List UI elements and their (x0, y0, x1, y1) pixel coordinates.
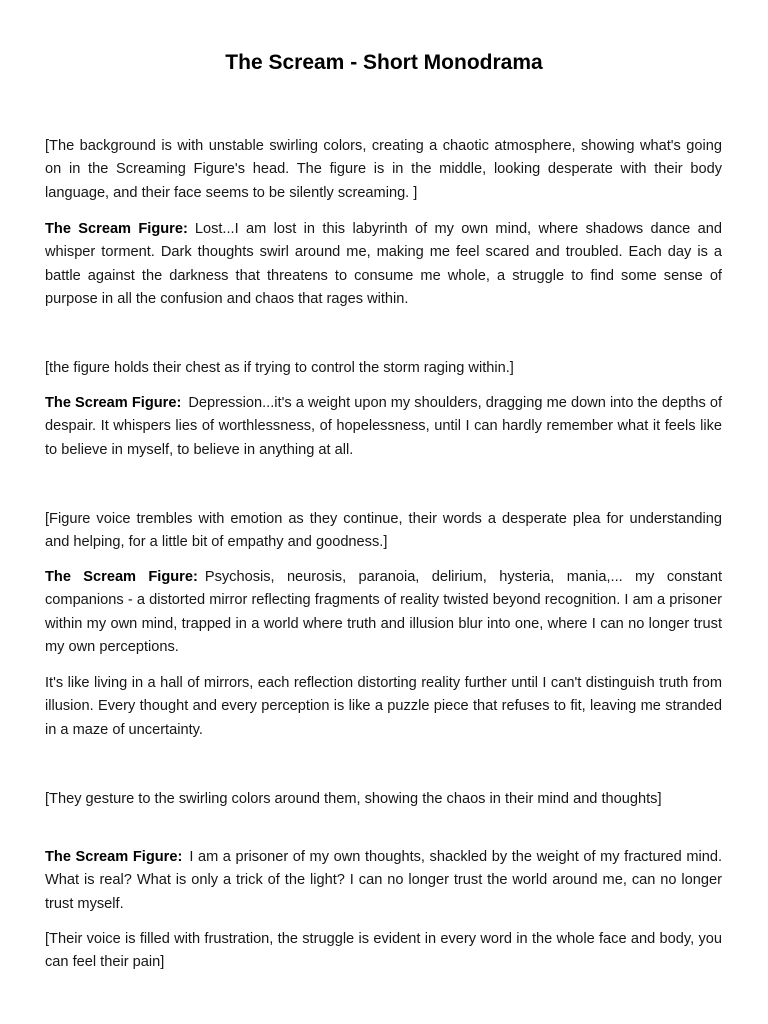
dialogue-text: Depression...it's a weight upon my shoulders, dragging me down into the depths of despair. It whispers lies of worthlessness, of hopelessness, until I can hardly remember what it feels like to believe in myself, to believe in anything at all. (45, 395, 722, 458)
speaker-label: The Scream Figure: (45, 849, 183, 865)
speaker-label: The Scream Figure: (45, 395, 182, 411)
stage-direction (45, 508, 722, 555)
stage-direction (45, 788, 722, 811)
dialogue-paragraph (45, 846, 722, 916)
stage-direction (45, 357, 722, 380)
speaker-label: The Scream Figure: (45, 569, 198, 585)
stage-direction (45, 928, 722, 975)
dialogue-text: Psychosis, neurosis, paranoia, delirium, hysteria, mania,... my constant companions - a distorted mirror reflecting fragments of reality twisted beyond recognition. I am a prisoner within my own mind, trapped in a world where truth and illusion blur into one, where I can no longer trust my own perceptions. (45, 569, 722, 656)
dialogue-paragraph (45, 566, 722, 660)
stage-direction-text: [Their voice is filled with frustration, the struggle is evident in every word in the whole face and body, you can feel their pain] (45, 931, 722, 971)
stage-direction-text: [They gesture to the swirling colors around them, showing the chaos in their mind and thoughts] (45, 791, 662, 807)
stage-direction-text: [The background is with unstable swirling colors, creating a chaotic atmosphere, showing what's going on in the Screaming Figure's head. The figure is in the middle, looking desperate with their body language, and their face seems to be silently screaming. ] (45, 138, 722, 201)
stage-direction-text: [the figure holds their chest as if trying to control the storm raging within.] (45, 360, 514, 376)
stage-direction (45, 135, 722, 205)
dialogue-text: It's like living in a hall of mirrors, each reflection distorting reality further until I can't distinguish truth from illusion. Every thought and every perception is like a puzzle piece that refuses to fit, leaving me stranded in a maze of uncertainty. (45, 675, 722, 738)
dialogue-text: I am a prisoner of my own thoughts, shackled by the weight of my fractured mind. What is real? What is only a trick of the light? I can no longer trust the world around me, can no longer trust myself. (45, 849, 723, 912)
document-title: The Scream - Short Monodrama (225, 51, 543, 74)
speaker-label: The Scream Figure: (45, 221, 188, 237)
stage-direction-text: [Figure voice trembles with emotion as they continue, their words a desperate plea for understanding and helping, for a little bit of empathy and goodness.] (45, 511, 722, 551)
dialogue-text: Lost...I am lost in this labyrinth of my own mind, where shadows dance and whisper torment. Dark thoughts swirl around me, making me feel scared and troubled. Each day is a battle against the darkness that threatens to consume me whole, a struggle to find some sense of purpose in all the confusion and chaos that rages within. (45, 221, 722, 308)
dialogue-continuation (45, 672, 722, 742)
dialogue-paragraph (45, 392, 722, 462)
dialogue-paragraph (45, 218, 722, 312)
